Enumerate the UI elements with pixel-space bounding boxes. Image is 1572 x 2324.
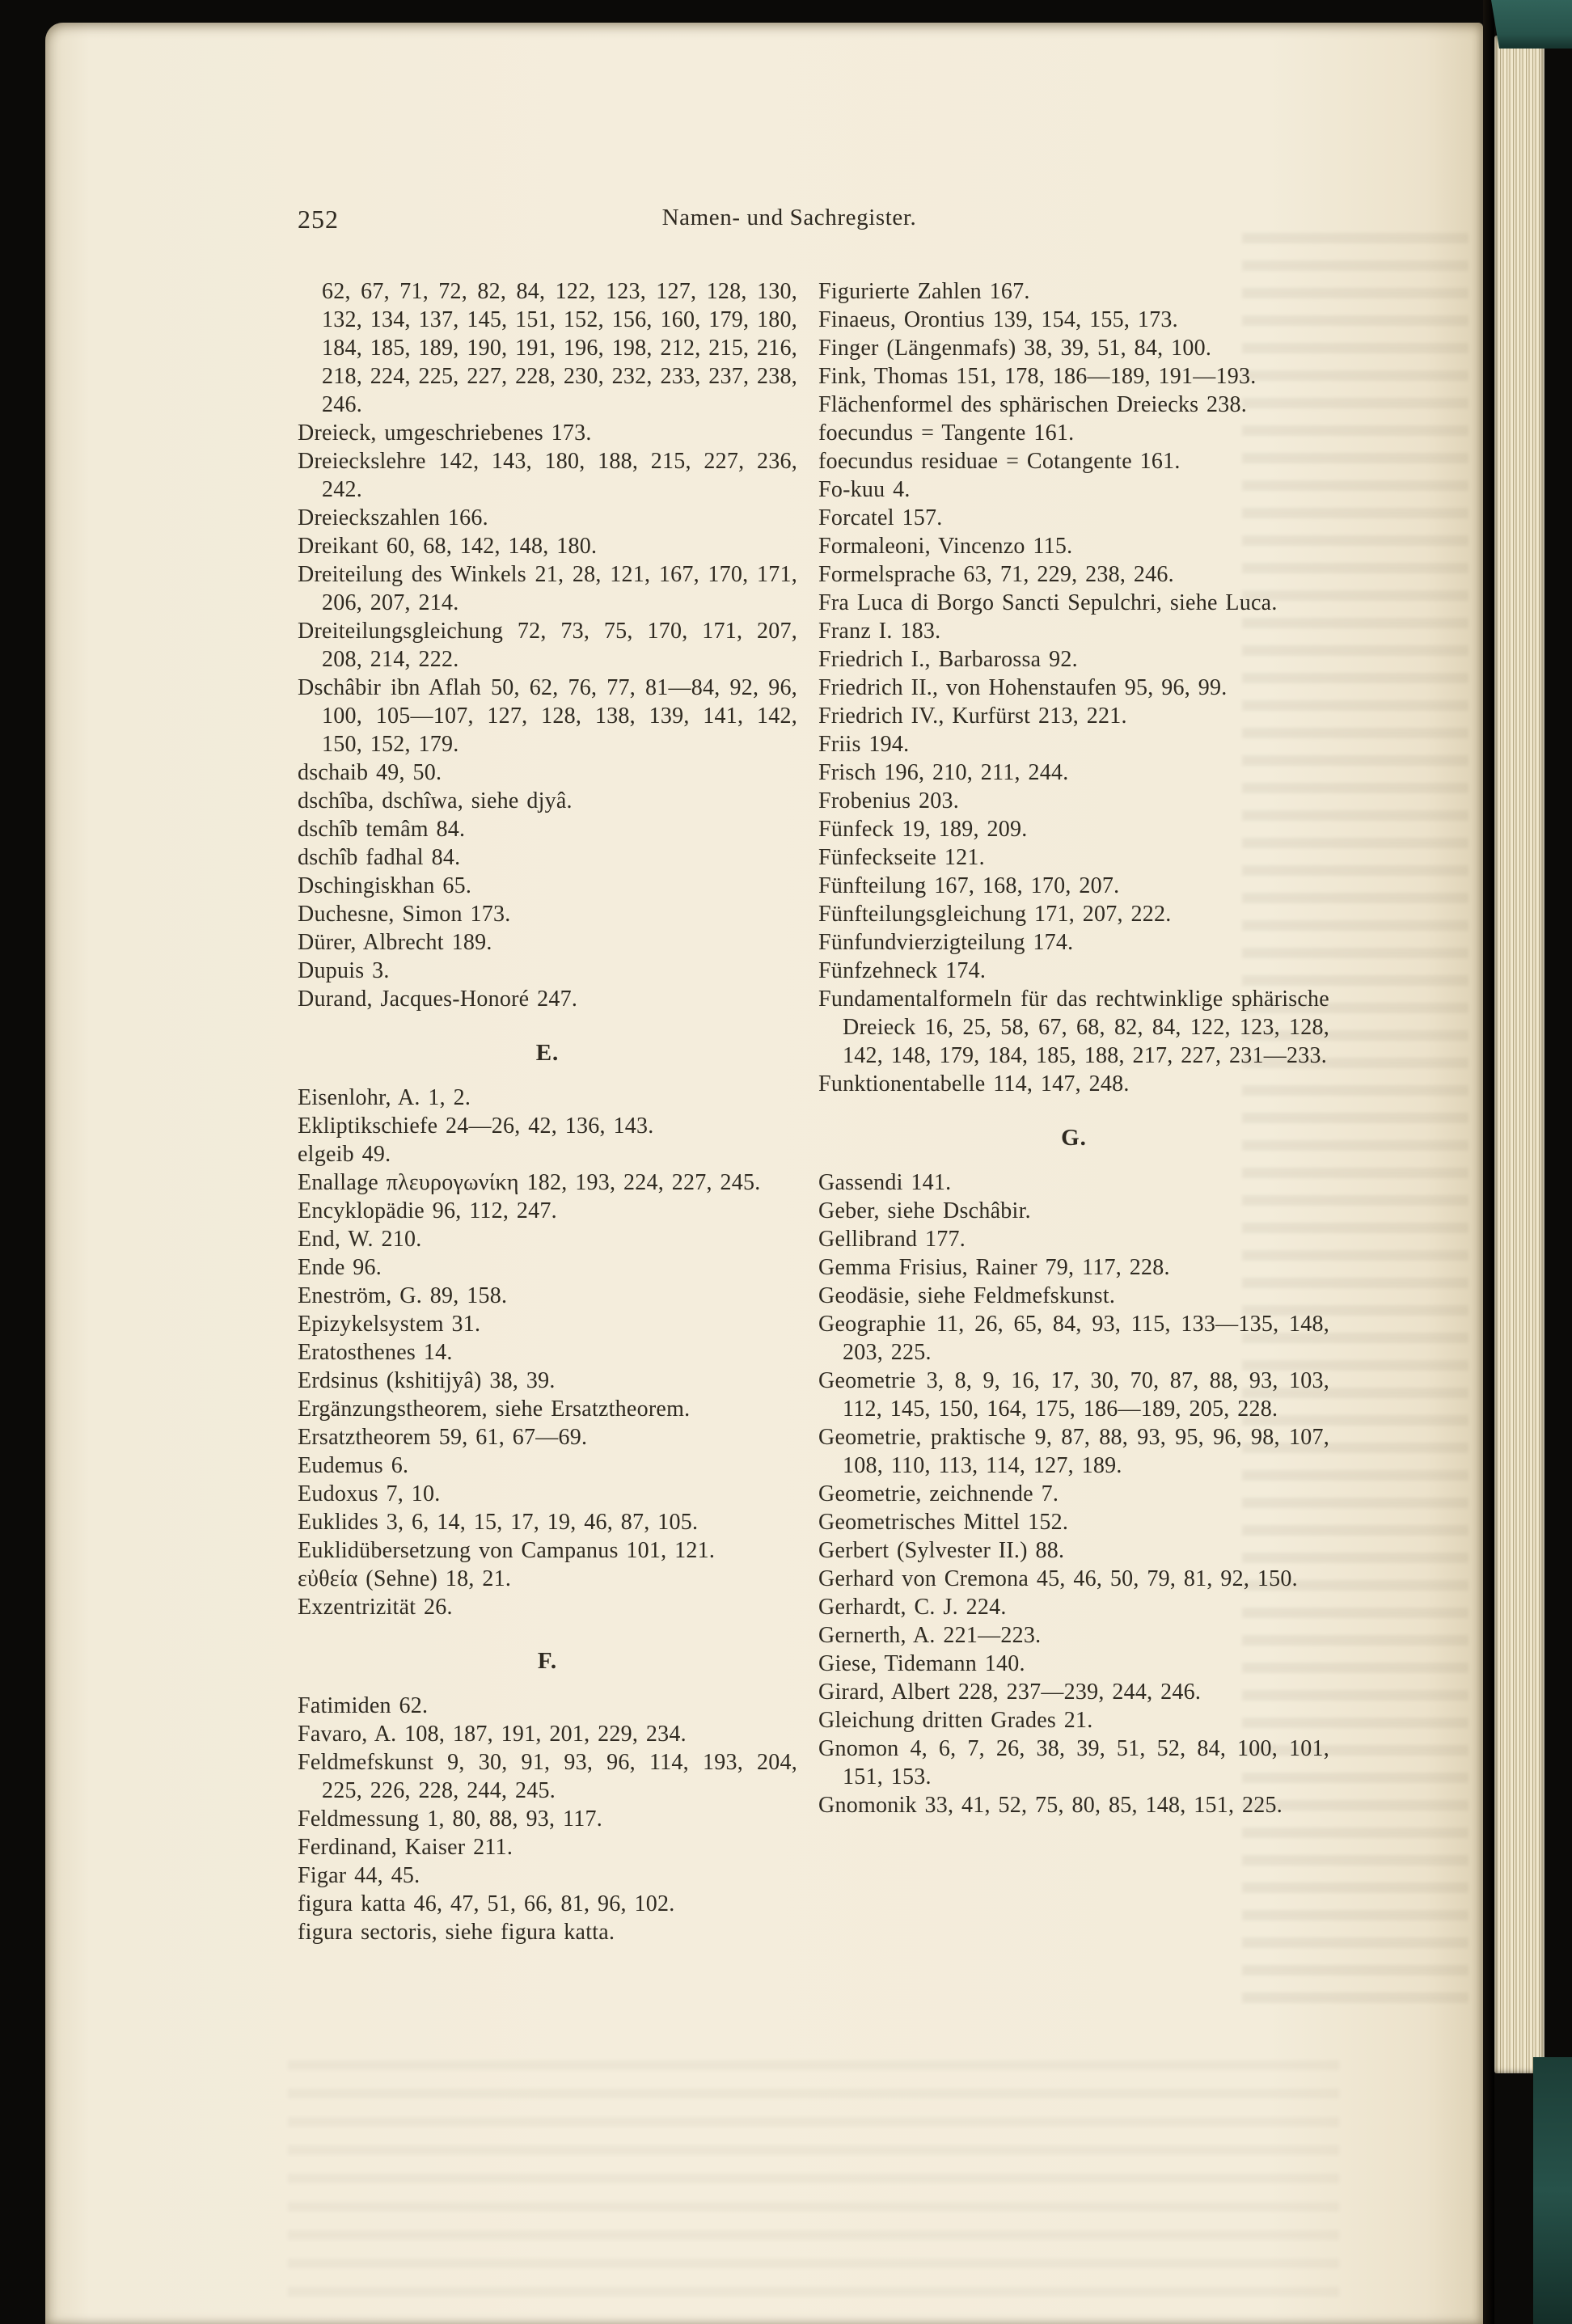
index-entry: Gnomon 4, 6, 7, 26, 38, 39, 51, 52, 84, 100, 101, 151, 153. <box>818 1736 1329 1789</box>
index-entry: Geographie 11, 26, 65, 84, 93, 115, 133—135, 148, 203, 225. <box>818 1312 1329 1365</box>
book-cover-corner-top <box>1491 0 1572 49</box>
index-entry: Feldmessung 1, 80, 88, 93, 117. <box>298 1806 602 1832</box>
index-entry: Eudemus 6. <box>298 1453 409 1478</box>
book-page <box>45 23 1483 2324</box>
index-entry: Durand, Jacques-Honoré 247. <box>298 987 578 1012</box>
index-entry: Formaleoni, Vincenzo 115. <box>818 534 1073 559</box>
book-cover-corner-bottom <box>1533 2057 1572 2324</box>
index-entry: Gassendi 141. <box>818 1170 952 1195</box>
index-entry: Eneström, G. 89, 158. <box>298 1283 508 1308</box>
index-entry: Fatimiden 62. <box>298 1693 429 1718</box>
column-right <box>818 277 1329 1946</box>
index-entry: Friedrich IV., Kurfürst 213, 221. <box>818 704 1127 729</box>
index-entry: Ergänzungstheorem, siehe Ersatztheorem. <box>298 1397 691 1422</box>
index-entry: Ersatztheorem 59, 61, 67—69. <box>298 1425 588 1450</box>
index-entry: Erdsinus (kshitijyâ) 38, 39. <box>298 1368 556 1393</box>
index-entry: Gemma Frisius, Rainer 79, 117, 228. <box>818 1255 1170 1280</box>
page-content <box>298 205 1329 1946</box>
index-entry: Gerhard von Cremona 45, 46, 50, 79, 81, 92, 150. <box>818 1566 1298 1591</box>
column-left <box>298 277 797 1946</box>
index-entry: Gernerth, A. 221—223. <box>818 1623 1042 1648</box>
index-entry: Enallage πλευρογωνίκη 182, 193, 224, 227, 245. <box>298 1170 761 1195</box>
page-gutter-shadow <box>1483 0 1494 2324</box>
index-entry: dschîba, dschîwa, siehe djyâ. <box>298 788 573 813</box>
index-entry: Dreiteilungsgleichung 72, 73, 75, 170, 171, 207, 208, 214, 222. <box>298 619 797 672</box>
index-entry: Frobenius 203. <box>818 788 959 813</box>
index-entry: Feldmefskunst 9, 30, 91, 93, 96, 114, 193, 204, 225, 226, 228, 244, 245. <box>298 1750 797 1803</box>
index-entry: Fo-kuu 4. <box>818 477 911 502</box>
index-entry: Fra Luca di Borgo Sancti Sepulchri, siehe Luca. <box>818 590 1278 615</box>
index-entry: Friis 194. <box>818 732 910 757</box>
index-entry: Euklides 3, 6, 14, 15, 17, 19, 46, 87, 105. <box>298 1510 699 1535</box>
index-entry: dschaib 49, 50. <box>298 760 442 785</box>
index-entry: Encyklopädie 96, 112, 247. <box>298 1198 557 1223</box>
index-entry: Fünfundvierzigteilung 174. <box>818 930 1074 955</box>
index-entry: Dürer, Albrecht 189. <box>298 930 492 955</box>
index-entry: Geometrie 3, 8, 9, 16, 17, 30, 70, 87, 88, 93, 103, 112, 145, 150, 164, 175, 186—189, 205, 228. <box>818 1368 1329 1422</box>
index-entry: Eisenlohr, A. 1, 2. <box>298 1085 471 1110</box>
page-number: 252 <box>298 205 339 234</box>
index-entry: Ferdinand, Kaiser 211. <box>298 1835 513 1860</box>
index-entry: Gellibrand 177. <box>818 1227 966 1252</box>
index-entry: Dschâbir ibn Aflah 50, 62, 76, 77, 81—84, 92, 96, 100, 105—107, 127, 128, 138, 139, 141, 142, 150, 152, 179. <box>298 675 797 757</box>
index-entry: Girard, Albert 228, 237—239, 244, 246. <box>818 1680 1202 1705</box>
index-entry: figura sectoris, siehe figura katta. <box>298 1920 615 1945</box>
index-entry: Dreikant 60, 68, 142, 148, 180. <box>298 534 598 559</box>
index-entry: Geometrie, zeichnende 7. <box>818 1481 1059 1506</box>
index-entry: Dreieckszahlen 166. <box>298 505 488 530</box>
index-entry: Eratosthenes 14. <box>298 1340 453 1365</box>
running-header: Namen- und Sachregister. <box>661 205 917 230</box>
page-edges <box>1494 36 1545 2073</box>
index-entry: Euklidübersetzung von Campanus 101, 121. <box>298 1538 716 1563</box>
index-entry: Fünfeck 19, 189, 209. <box>818 817 1028 842</box>
index-entry: Gerhardt, C. J. 224. <box>818 1595 1007 1620</box>
index-entry: Gerbert (Sylvester II.) 88. <box>818 1538 1065 1563</box>
index-entry: Figurierte Zahlen 167. <box>818 279 1030 304</box>
index-entry: Epizykelsystem 31. <box>298 1312 481 1337</box>
index-entry: Favaro, A. 108, 187, 191, 201, 229, 234. <box>298 1722 687 1747</box>
index-entry: dschîb temâm 84. <box>298 817 466 842</box>
index-entry: foecundus residuae = Cotangente 161. <box>818 449 1181 474</box>
section-heading: E. <box>535 1040 560 1066</box>
index-entry: Geodäsie, siehe Feldmefskunst. <box>818 1283 1116 1308</box>
index-entry: Geometrie, praktische 9, 87, 88, 93, 95, 96, 98, 107, 108, 110, 113, 114, 127, 189. <box>818 1425 1329 1478</box>
index-entry: Duchesne, Simon 173. <box>298 902 511 927</box>
index-entry: Friedrich II., von Hohenstaufen 95, 96, 99. <box>818 675 1228 700</box>
index-entry: foecundus = Tangente 161. <box>818 420 1075 446</box>
index-entry: Dupuis 3. <box>298 958 390 983</box>
index-entry: Funktionentabelle 114, 147, 248. <box>818 1071 1130 1097</box>
index-entry: Geometrisches Mittel 152. <box>818 1510 1069 1535</box>
index-entry: Fink, Thomas 151, 178, 186—189, 191—193. <box>818 364 1257 389</box>
index-columns <box>298 277 1329 1946</box>
index-entry: Figar 44, 45. <box>298 1863 420 1888</box>
index-entry: Eudoxus 7, 10. <box>298 1481 441 1506</box>
index-entry: Finger (Längenmafs) 38, 39, 51, 84, 100. <box>818 336 1212 361</box>
index-entry: Geber, siehe Dschâbir. <box>818 1198 1031 1223</box>
index-entry: Formelsprache 63, 71, 229, 238, 246. <box>818 562 1174 587</box>
section-heading: F. <box>537 1648 558 1674</box>
index-entry: Giese, Tidemann 140. <box>818 1651 1025 1676</box>
index-entry: Dreiteilung des Winkels 21, 28, 121, 167, 170, 171, 206, 207, 214. <box>298 562 797 615</box>
section-heading: G. <box>1061 1125 1087 1151</box>
index-entry: Fünfeckseite 121. <box>818 845 985 870</box>
index-entry: εὐθεία (Sehne) 18, 21. <box>298 1566 512 1591</box>
index-entry: Flächenformel des sphärischen Dreiecks 238. <box>818 392 1248 417</box>
index-entry: Fünfteilung 167, 168, 170, 207. <box>818 873 1120 898</box>
bleedthrough-text-bottom <box>288 2060 1339 2303</box>
index-entry: Franz I. 183. <box>818 619 941 644</box>
index-entry: Ende 96. <box>298 1255 382 1280</box>
index-entry: Fundamentalformeln für das rechtwinklige sphärische Dreieck 16, 25, 58, 67, 68, 82, 84, 122, 123, 128, 142, 148, 179, 184, 185, 188, 217, 227, 231—233. <box>818 987 1329 1068</box>
index-entry: Frisch 196, 210, 211, 244. <box>818 760 1069 785</box>
index-entry: Forcatel 157. <box>818 505 943 530</box>
index-entry: Fünfzehneck 174. <box>818 958 987 983</box>
index-entry: figura katta 46, 47, 51, 66, 81, 96, 102. <box>298 1891 675 1916</box>
index-entry: Fünfteilungsgleichung 171, 207, 222. <box>818 902 1172 927</box>
page-header <box>298 205 1329 234</box>
index-entry: Dreieck, umgeschriebenes 173. <box>298 420 592 446</box>
index-entry: Finaeus, Orontius 139, 154, 155, 173. <box>818 307 1178 332</box>
index-entry: elgeib 49. <box>298 1142 391 1167</box>
index-entry: Exzentrizität 26. <box>298 1595 453 1620</box>
index-entry: Dschingiskhan 65. <box>298 873 472 898</box>
index-entry: Friedrich I., Barbarossa 92. <box>818 647 1078 672</box>
index-entry: Dreieckslehre 142, 143, 180, 188, 215, 227, 236, 242. <box>298 449 797 502</box>
index-entry: 62, 67, 71, 72, 82, 84, 122, 123, 127, 128, 130, 132, 134, 137, 145, 151, 152, 156, 160, 179, 180, 184, 185, 189, 190, 191, 196, 198, 212, 215, 216, 218, 224, 225, 227, 228, 230, 232, 233, 237, 238, 246. <box>322 279 797 417</box>
index-entry: End, W. 210. <box>298 1227 422 1252</box>
index-entry: Gnomonik 33, 41, 52, 75, 80, 85, 148, 151, 225. <box>818 1793 1283 1818</box>
index-entry: dschîb fadhal 84. <box>298 845 461 870</box>
index-entry: Gleichung dritten Grades 21. <box>818 1708 1093 1733</box>
index-entry: Ekliptikschiefe 24—26, 42, 136, 143. <box>298 1113 654 1139</box>
